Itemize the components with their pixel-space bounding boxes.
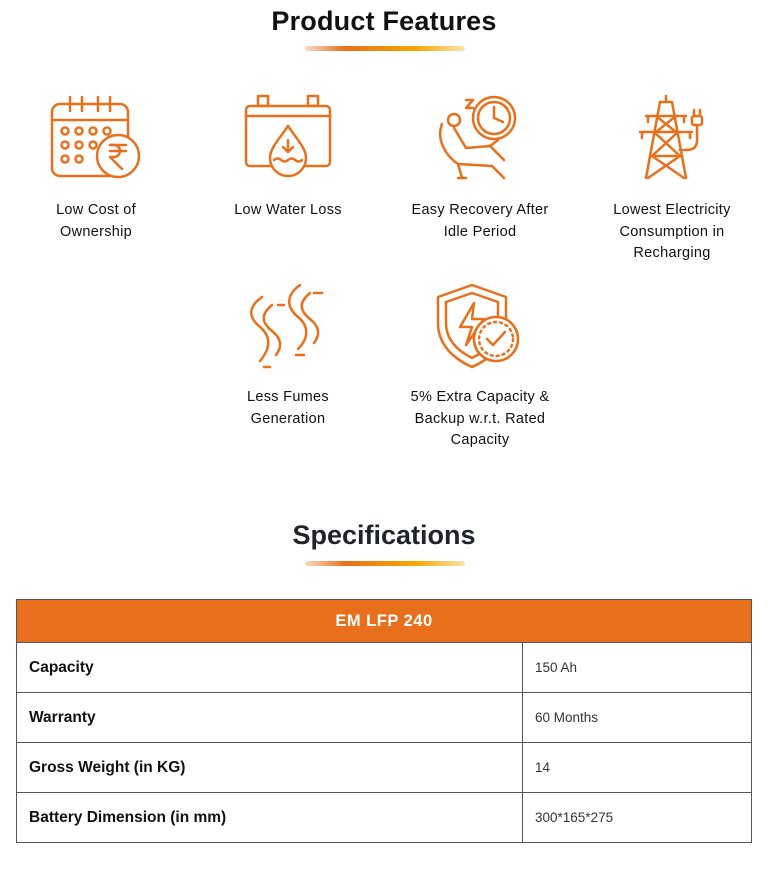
battery-water-drop-icon (240, 94, 336, 182)
power-tower-plug-icon (624, 94, 720, 182)
feature-label: 5% Extra Capacity & Backup w.r.t. Rated Capacity (410, 389, 550, 448)
feature-label: Lowest Electricity Consumption in Recharging (613, 202, 731, 261)
feature-lowest-electricity (576, 94, 768, 265)
shield-bolt-clock-icon (432, 283, 528, 369)
features-title-underline (305, 46, 465, 51)
spec-value: 14 (523, 743, 752, 793)
table-header-row (17, 600, 752, 643)
spec-label: Capacity (17, 643, 523, 693)
feature-label: Low Water Loss (234, 202, 342, 218)
feature-low-cost (0, 94, 192, 243)
feature-label: Low Cost of Ownership (56, 202, 136, 240)
specifications-table (16, 599, 752, 843)
spec-value: 150 Ah (523, 643, 752, 693)
model-name-header: EM LFP 240 (17, 600, 752, 643)
feature-extra-capacity (384, 283, 576, 452)
calendar-rupee-icon (48, 94, 144, 182)
specifications-title: Specifications (292, 520, 476, 550)
spec-value: 60 Months (523, 693, 752, 743)
fumes-icon (240, 283, 336, 369)
feature-less-fumes (192, 283, 384, 430)
table-row (17, 643, 752, 693)
specifications-title-underline (305, 561, 465, 566)
table-row (17, 693, 752, 743)
table-row (17, 743, 752, 793)
feature-label: Easy Recovery After Idle Period (411, 202, 549, 240)
feature-label: Less Fumes Generation (247, 389, 329, 427)
features-title: Product Features (271, 6, 497, 36)
feature-easy-recovery (384, 94, 576, 243)
feature-low-water-loss (192, 94, 384, 222)
spec-label: Battery Dimension (in mm) (17, 793, 523, 843)
spec-value: 300*165*275 (523, 793, 752, 843)
spec-label: Warranty (17, 693, 523, 743)
recliner-clock-icon (432, 94, 528, 182)
spec-label: Gross Weight (in KG) (17, 743, 523, 793)
table-row (17, 793, 752, 843)
